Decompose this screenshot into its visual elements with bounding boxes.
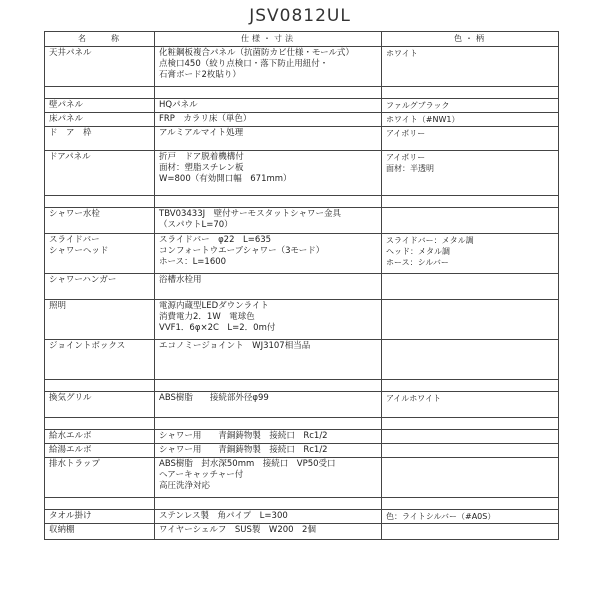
- row-spec: [155, 524, 382, 540]
- row-spec: [155, 99, 382, 113]
- row-name: [45, 380, 155, 392]
- row-name: [45, 208, 155, 234]
- row-color: [382, 87, 559, 99]
- row-color-line: アイボリー: [386, 153, 426, 162]
- row-spec-line: W=800（有効開口幅 671mm）: [159, 174, 292, 184]
- row-spec-line: 石膏ボード2枚貼り）: [159, 70, 241, 80]
- row-color-line: ホワイト（#NW1）: [386, 115, 460, 124]
- row-spec: [155, 196, 382, 208]
- header-row: [45, 32, 559, 47]
- row-spec-line: 点検口450（絞り点検口・落下防止用紐付・: [159, 59, 329, 69]
- row-color-line: アイルホワイト: [386, 394, 442, 403]
- row-name-line: 換気グリル: [49, 393, 92, 403]
- row-spec-line: コンフォートウエーブシャワー（3モード）: [159, 246, 325, 256]
- row-spec-line: ステンレス製 角パイプ L=300: [159, 511, 288, 521]
- row-spec-line: VVF1．6φ×2C L=2．0m付: [159, 323, 276, 333]
- row-spec: [155, 208, 382, 234]
- row-spec: [155, 340, 382, 380]
- row-spec-line: ABS樹脂 接続部外径φ99: [159, 393, 269, 403]
- row-spec: [155, 458, 382, 498]
- row-name-line: 天井パネル: [49, 48, 92, 58]
- row-color: [382, 113, 559, 127]
- row-color: [382, 234, 559, 274]
- row-name: [45, 151, 155, 196]
- table-row: [45, 418, 559, 430]
- row-name: [45, 47, 155, 87]
- row-spec-line: ホース：L=1600: [159, 257, 227, 267]
- row-name: [45, 524, 155, 540]
- row-color-line: 色：ライトシルバー（#A0S）: [386, 512, 496, 521]
- row-name: [45, 274, 155, 300]
- row-name-line: 給湯エルボ: [49, 445, 92, 455]
- row-color: [382, 274, 559, 300]
- row-color: [382, 99, 559, 113]
- table-row: [45, 113, 559, 127]
- row-color: [382, 524, 559, 540]
- table-row: [45, 151, 559, 196]
- row-name-line: 給水エルボ: [49, 431, 92, 441]
- row-color: [382, 300, 559, 340]
- row-color: [382, 151, 559, 196]
- table-row: [45, 458, 559, 498]
- row-spec-line: HQパネル: [159, 100, 198, 110]
- table-row: [45, 47, 559, 87]
- row-spec-line: シャワー用 青銅鋳物製 接続口 Rc1/2: [159, 431, 328, 441]
- row-spec-line: ABS樹脂 封水深50mm 接続口 VP50受口: [159, 459, 336, 469]
- row-spec-line: 面材：塑脂スチレン板: [159, 163, 244, 173]
- row-name-line: シャワー水栓: [49, 209, 100, 219]
- row-color: [382, 418, 559, 430]
- row-name-line: スライドバー: [49, 235, 100, 245]
- row-color-line: ホワイト: [386, 49, 418, 58]
- row-spec: [155, 113, 382, 127]
- table-row: [45, 87, 559, 99]
- row-color: [382, 498, 559, 510]
- row-name: [45, 430, 155, 444]
- table-row: [45, 196, 559, 208]
- row-name: [45, 458, 155, 498]
- row-spec-line: 浴槽水栓用: [159, 275, 202, 285]
- table-row: [45, 300, 559, 340]
- table-row: [45, 524, 559, 540]
- row-spec: [155, 300, 382, 340]
- table-row: [45, 444, 559, 458]
- row-spec: [155, 87, 382, 99]
- row-color: [382, 430, 559, 444]
- table-row: [45, 430, 559, 444]
- row-name-line: 収納棚: [49, 525, 75, 535]
- row-spec-line: （スパウトL=70）: [159, 220, 233, 230]
- row-name: [45, 87, 155, 99]
- row-spec-line: ワイヤーシェルフ SUS製 W200 2個: [159, 525, 316, 535]
- row-name-line: ド ア 枠: [49, 128, 92, 138]
- row-color: [382, 196, 559, 208]
- row-color-line: ヘッド：メタル調: [386, 247, 450, 256]
- table-row: [45, 392, 559, 418]
- row-name: [45, 234, 155, 274]
- document-title: JSV0812UL: [249, 6, 351, 26]
- row-color: [382, 340, 559, 380]
- row-name: [45, 196, 155, 208]
- row-spec-line: 高圧洗浄対応: [159, 481, 211, 491]
- row-spec-line: シャワー用 青銅鋳物製 接続口 Rc1/2: [159, 445, 328, 455]
- row-spec: [155, 151, 382, 196]
- row-color: [382, 444, 559, 458]
- row-name-line: シャワーヘッド: [49, 246, 109, 256]
- row-name: [45, 300, 155, 340]
- row-name: [45, 340, 155, 380]
- row-color-line: スライドバー：メタル調: [386, 236, 474, 245]
- row-spec-line: 折戸 ドア脱着機構付: [159, 152, 244, 162]
- row-color: [382, 127, 559, 151]
- table-row: [45, 274, 559, 300]
- row-name: [45, 113, 155, 127]
- row-name-line: 床パネル: [49, 114, 84, 124]
- row-spec: [155, 510, 382, 524]
- row-name: [45, 418, 155, 430]
- row-name-line: ジョイントボックス: [49, 341, 126, 351]
- row-name-line: 壁パネル: [49, 100, 84, 110]
- spec-table: [44, 31, 559, 540]
- row-color-line: 面材：半透明: [386, 164, 434, 173]
- table-row: [45, 380, 559, 392]
- row-name: [45, 127, 155, 151]
- row-spec: [155, 444, 382, 458]
- row-spec-line: FRP カラリ床（単色）: [159, 114, 252, 124]
- row-spec-line: 化粧鋼板複合パネル（抗菌防カビ仕様・モール式）: [159, 48, 354, 58]
- row-spec: [155, 392, 382, 418]
- row-color: [382, 510, 559, 524]
- table-row: [45, 234, 559, 274]
- header-color: 色・柄: [382, 32, 559, 47]
- header-spec: 仕様・寸法: [155, 32, 382, 47]
- row-spec: [155, 430, 382, 444]
- row-name: [45, 498, 155, 510]
- row-color: [382, 458, 559, 498]
- row-color: [382, 208, 559, 234]
- row-name-line: 排水トラップ: [49, 459, 100, 469]
- row-spec: [155, 274, 382, 300]
- row-spec-line: TBV03433J 壁付サーモスタットシャワー金具: [159, 209, 341, 219]
- row-spec: [155, 127, 382, 151]
- header-name: 名 称: [45, 32, 155, 47]
- row-spec: [155, 47, 382, 87]
- row-spec-line: 電源内蔵型LEDダウンライト: [159, 301, 269, 311]
- row-name-line: ドアパネル: [49, 152, 91, 162]
- row-spec: [155, 418, 382, 430]
- row-name-line: シャワーハンガー: [49, 275, 117, 285]
- row-spec: [155, 234, 382, 274]
- row-name: [45, 99, 155, 113]
- table-row: [45, 498, 559, 510]
- row-spec-line: スライドバー φ22 L=635: [159, 235, 272, 245]
- row-color: [382, 47, 559, 87]
- row-name: [45, 444, 155, 458]
- row-spec: [155, 498, 382, 510]
- row-color: [382, 380, 559, 392]
- row-spec-line: 消費電力2．1W 電球色: [159, 312, 255, 322]
- table-row: [45, 510, 559, 524]
- table-body: [45, 47, 559, 540]
- table-row: [45, 127, 559, 151]
- row-spec-line: アルミアルマイト処理: [159, 128, 244, 138]
- row-spec-line: ヘアーキャッチャー付: [159, 470, 244, 480]
- row-spec: [155, 380, 382, 392]
- row-color-line: ファルグブラック: [386, 101, 450, 110]
- row-name: [45, 510, 155, 524]
- row-color-line: アイボリー: [386, 129, 426, 138]
- row-color: [382, 392, 559, 418]
- row-name-line: 照明: [49, 301, 67, 311]
- table-row: [45, 208, 559, 234]
- row-spec-line: エコノミージョイント WJ3107相当品: [159, 341, 311, 351]
- table-row: [45, 99, 559, 113]
- table-row: [45, 340, 559, 380]
- row-color-line: ホース：シルバー: [386, 258, 449, 267]
- row-name-line: タオル掛け: [49, 511, 92, 521]
- row-name: [45, 392, 155, 418]
